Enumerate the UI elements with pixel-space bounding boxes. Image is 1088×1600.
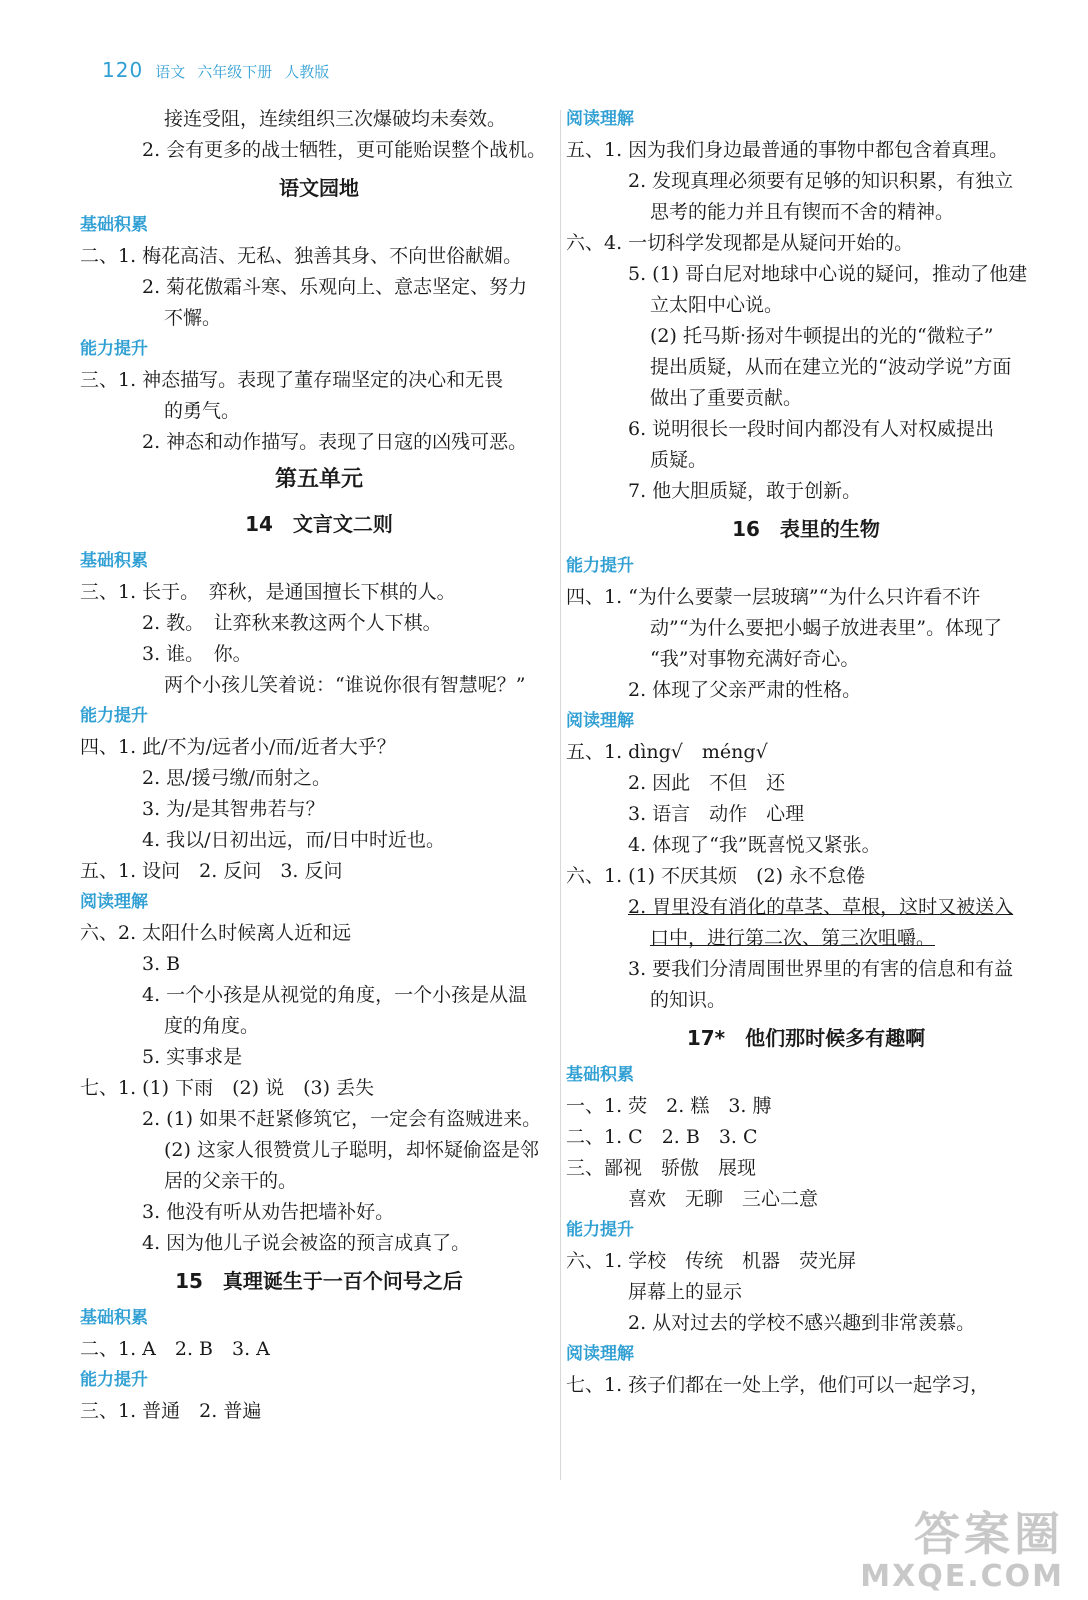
answer-line: 5. 实事求是 bbox=[142, 1046, 243, 1068]
answer-line: 2. 教。 让弈秋来教这两个人下棋。 bbox=[142, 612, 442, 634]
answer-line: 2. 菊花傲霜斗寒、乐观向上、意志坚定、努力 bbox=[142, 276, 528, 298]
answer-line: 四、1. “为什么要蒙一层玻璃”“为什么只许看不许 bbox=[566, 586, 981, 608]
answer-line: 3. 他没有听从劝告把墙补好。 bbox=[142, 1201, 395, 1223]
answer-line: (2) 这家人很赞赏儿子聪明，却怀疑偷盗是邻 bbox=[164, 1139, 539, 1161]
answer-line: 3. 为/是其智弗若与？ bbox=[142, 798, 325, 820]
answer-line: 3. B bbox=[142, 953, 181, 975]
answer-line: 做出了重要贡献。 bbox=[650, 387, 803, 409]
section-label: 阅读理解 bbox=[566, 711, 634, 731]
answer-line: 2. 体现了父亲严肃的性格。 bbox=[628, 679, 862, 701]
section-label: 能力提升 bbox=[566, 1220, 634, 1240]
section-label: 阅读理解 bbox=[566, 1344, 634, 1364]
answer-line: 3. 语言 动作 心理 bbox=[628, 803, 805, 825]
grade-label: 六年级下册 bbox=[197, 63, 273, 81]
answer-line: 2. 从对过去的学校不感兴趣到非常羡慕。 bbox=[628, 1312, 976, 1334]
answer-line: 4. 因为他儿子说会被盗的预言成真了。 bbox=[142, 1232, 471, 1254]
edition-label: 人教版 bbox=[284, 63, 330, 81]
answer-line: 6. 说明很长一段时间内都没有人对权威提出 bbox=[628, 418, 995, 440]
column-divider bbox=[560, 110, 561, 1480]
answer-line: 2. 神态和动作描写。表现了日寇的凶残可恶。 bbox=[142, 431, 528, 453]
section-label: 能力提升 bbox=[80, 706, 148, 726]
section-label: 基础积累 bbox=[566, 1065, 634, 1085]
answer-line: 二、1. 梅花高洁、无私、独善其身、不向世俗献媚。 bbox=[80, 245, 523, 267]
answer-line: 4. 一个小孩是从视觉的角度，一个小孩是从温 bbox=[142, 984, 528, 1006]
answer-line: 7. 他大胆质疑，敢于创新。 bbox=[628, 480, 862, 502]
answer-line: 3. 谁。 你。 bbox=[142, 643, 252, 665]
answer-line: 思考的能力并且有锲而不舍的精神。 bbox=[650, 201, 955, 223]
watermark-logo-text: 答案圈 bbox=[914, 1507, 1064, 1561]
answer-line: 5. (1) 哥白尼对地球中心说的疑问，推动了他建 bbox=[628, 263, 1028, 285]
lesson-title: 语文园地 bbox=[279, 176, 359, 200]
answer-line: (2) 托马斯·扬对牛顿提出的光的“微粒子” bbox=[650, 325, 994, 347]
answer-line: 三、鄙视 骄傲 展现 bbox=[566, 1157, 757, 1179]
answer-line: “我”对事物充满好奇心。 bbox=[650, 648, 860, 670]
answer-line: 六、4. 一切科学发现都是从疑问开始的。 bbox=[566, 232, 914, 254]
answer-line: 五、1. dìng√ méng√ bbox=[566, 741, 768, 763]
answer-line: 4. 体现了“我”既喜悦又紧张。 bbox=[628, 834, 881, 856]
answer-line: 六、2. 太阳什么时候离人近和远 bbox=[80, 922, 352, 944]
answer-line: 接连受阻，连续组织三次爆破均未奏效。 bbox=[164, 108, 507, 130]
answer-line: 2. (1) 如果不赶紧修筑它，一定会有盗贼进来。 bbox=[142, 1108, 542, 1130]
answer-line: 二、1. C 2. B 3. C bbox=[566, 1126, 758, 1148]
answer-line: 屏幕上的显示 bbox=[628, 1281, 743, 1303]
page-number: 120 bbox=[102, 58, 144, 82]
answer-line: 2. 发现真理必须要有足够的知识积累，有独立 bbox=[628, 170, 1014, 192]
watermark-url: MXQE.COM bbox=[860, 1559, 1064, 1594]
answer-line: 立太阳中心说。 bbox=[650, 294, 784, 316]
answer-line: 度的角度。 bbox=[164, 1015, 260, 1037]
watermark bbox=[860, 1508, 1064, 1594]
lesson-title: 17* 他们那时候多有趣啊 bbox=[686, 1026, 926, 1050]
answer-line: 三、1. 普通 2. 普遍 bbox=[80, 1400, 262, 1422]
section-label: 基础积累 bbox=[80, 551, 148, 571]
answer-line: 2. 会有更多的战士牺牲，更可能贻误整个战机。 bbox=[142, 139, 547, 161]
right-column bbox=[566, 104, 1046, 1401]
lesson-title: 16 表里的生物 bbox=[732, 517, 880, 541]
answer-line: 五、1. 设问 2. 反问 3. 反问 bbox=[80, 860, 343, 882]
subject-label: 语文 bbox=[155, 63, 186, 81]
answer-line: 的知识。 bbox=[650, 989, 727, 1011]
answer-line: 口中，进行第二次、第三次咀嚼。 bbox=[650, 927, 936, 949]
answer-line: 五、1. 因为我们身边最普通的事物中都包含着真理。 bbox=[566, 139, 1009, 161]
left-column bbox=[80, 104, 558, 1427]
answer-line: 居的父亲干的。 bbox=[164, 1170, 298, 1192]
section-label: 阅读理解 bbox=[80, 892, 148, 912]
answer-line: 七、1. 孩子们都在一处上学，他们可以一起学习， bbox=[566, 1374, 990, 1396]
answer-line: 2. 胃里没有消化的草茎、草根，这时又被送入 bbox=[628, 896, 1014, 918]
answer-line: 两个小孩儿笑着说：“谁说你很有智慧呢？” bbox=[164, 674, 526, 696]
answer-line: 3. 要我们分清周围世界里的有害的信息和有益 bbox=[628, 958, 1014, 980]
answer-line: 2. 因此 不但 还 bbox=[628, 772, 786, 794]
lesson-title: 15 真理诞生于一百个问号之后 bbox=[175, 1269, 463, 1293]
page-header bbox=[102, 58, 329, 82]
section-label: 能力提升 bbox=[80, 339, 148, 359]
answer-line: 三、1. 长于。 弈秋，是通国擅长下棋的人。 bbox=[80, 581, 456, 603]
answer-line: 2. 思/援弓缴/而射之。 bbox=[142, 767, 331, 789]
unit-title: 第五单元 bbox=[274, 467, 363, 492]
answer-line: 动”“为什么要把小蝎子放进表里”。体现了 bbox=[650, 617, 1003, 639]
answer-line: 六、1. 学校 传统 机器 荧光屏 bbox=[566, 1250, 857, 1272]
section-label: 能力提升 bbox=[566, 556, 634, 576]
answer-line: 一、1. 荧 2. 糕 3. 膊 bbox=[566, 1095, 772, 1117]
answer-line: 三、1. 神态描写。表现了董存瑞坚定的决心和无畏 bbox=[80, 369, 504, 391]
answer-line: 不懈。 bbox=[164, 307, 222, 329]
answer-line: 四、1. 此/不为/远者小/而/近者大乎？ bbox=[80, 736, 396, 758]
answer-line: 提出质疑，从而在建立光的“波动学说”方面 bbox=[650, 356, 1012, 378]
answer-line: 喜欢 无聊 三心二意 bbox=[628, 1188, 819, 1210]
answer-line: 六、1. (1) 不厌其烦 (2) 永不怠倦 bbox=[566, 865, 866, 887]
answer-line: 七、1. (1) 下雨 (2) 说 (3) 丢失 bbox=[80, 1077, 375, 1099]
answer-line: 质疑。 bbox=[650, 449, 708, 471]
answer-line: 的勇气。 bbox=[164, 400, 241, 422]
section-label: 基础积累 bbox=[80, 1308, 148, 1328]
section-label: 阅读理解 bbox=[566, 109, 634, 129]
lesson-title: 14 文言文二则 bbox=[245, 512, 393, 536]
section-label: 基础积累 bbox=[80, 215, 148, 235]
section-label: 能力提升 bbox=[80, 1370, 148, 1390]
answer-line: 4. 我以/日初出远，而/日中时近也。 bbox=[142, 829, 445, 851]
answer-line: 二、1. A 2. B 3. A bbox=[80, 1338, 270, 1360]
